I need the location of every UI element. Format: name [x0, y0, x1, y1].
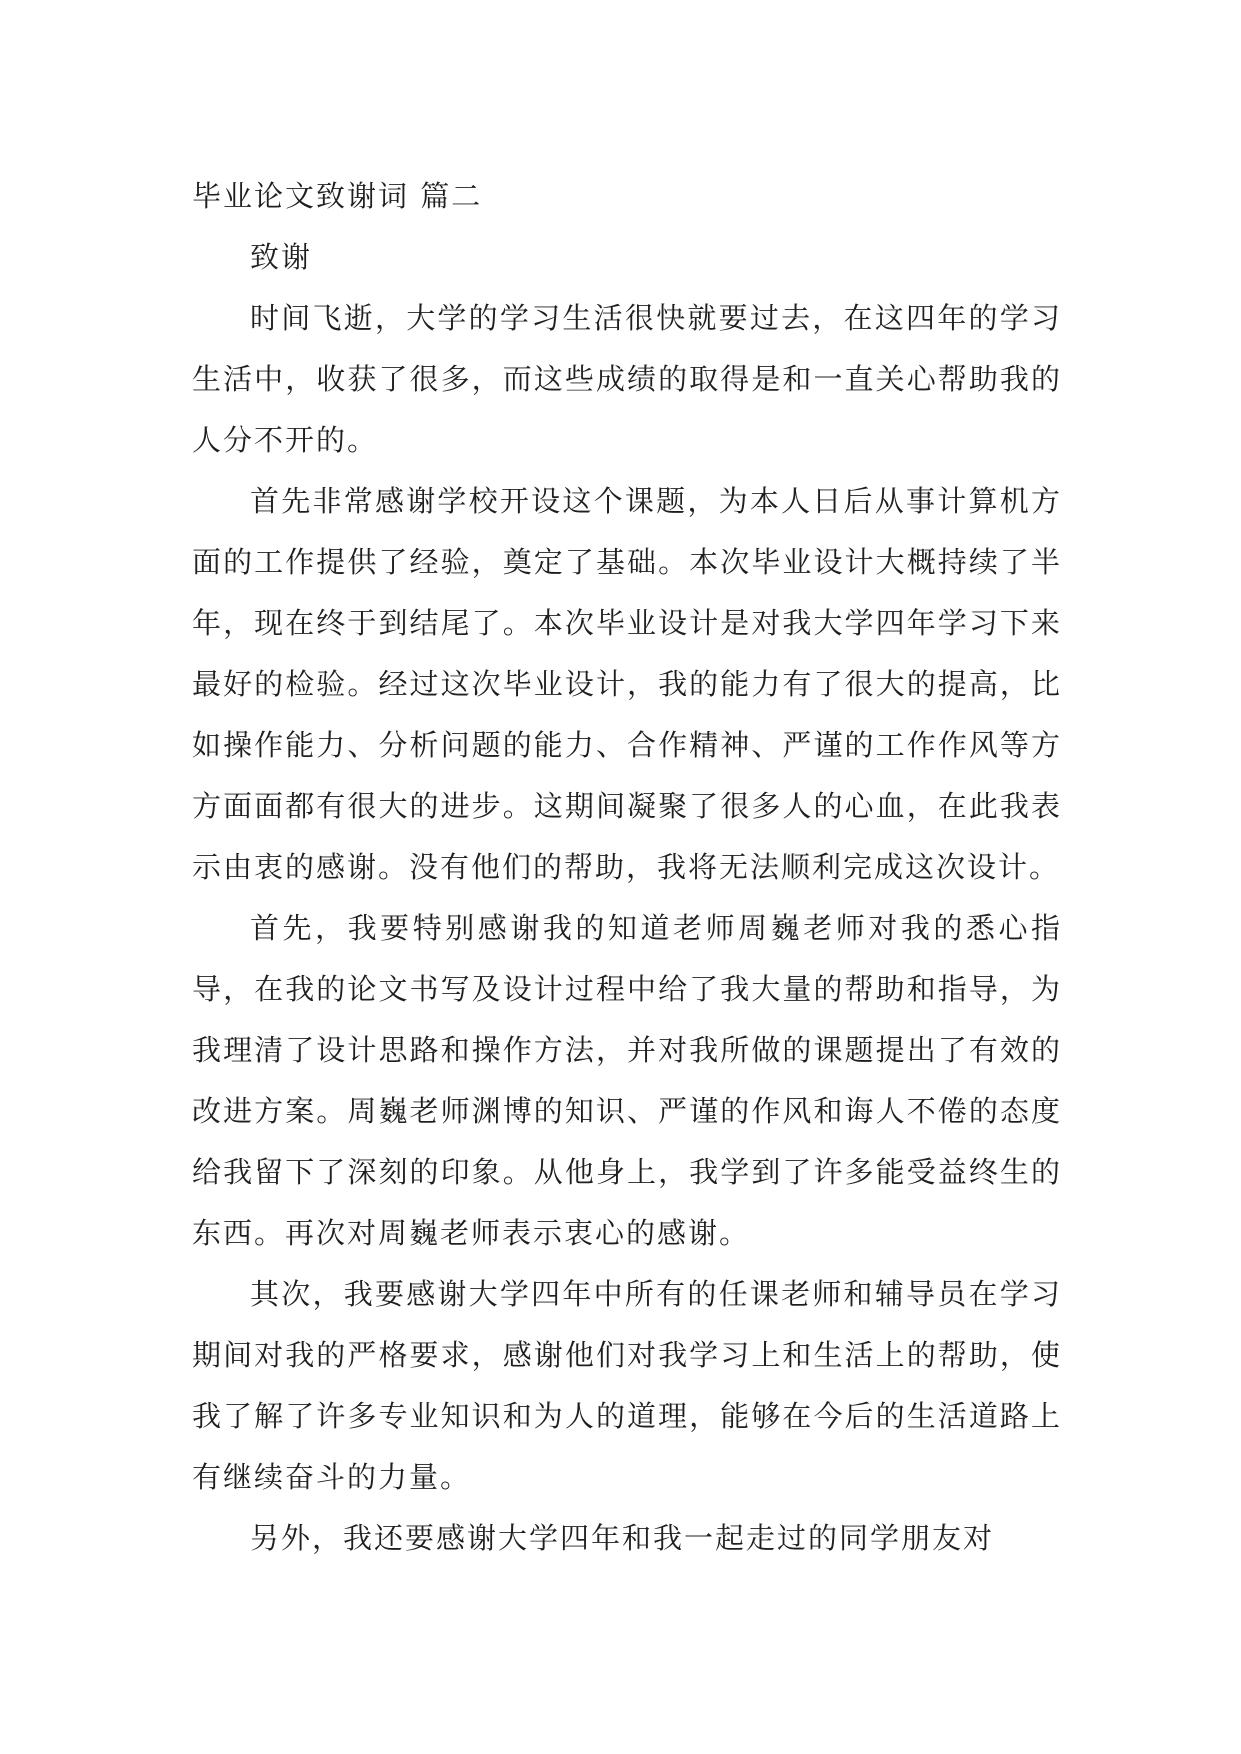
paragraph: 首先非常感谢学校开设这个课题，为本人日后从事计算机方面的工作提供了经验，奠定了基础。本次毕业设计大概持续了半年，现在终于到结尾了。本次毕业设计是对我大学四年学习下来最好的检验。经过这次毕业设计，我的能力有了很大的提高，比如操作能力、分析问题的能力、合作精神、严谨的工作作风等方方面面都有很大的进步。这期间凝聚了很多人的心血，在此我表示由衷的感谢。没有他们的帮助，我将无法顺利完成这次设计。: [192, 484, 1062, 884]
paragraph: 时间飞逝，大学的学习生活很快就要过去，在这四年的学习生活中，收获了很多，而这些成绩的取得是和一直关心帮助我的人分不开的。: [192, 301, 1062, 457]
paragraph-heading-thanks: 致谢: [250, 240, 313, 274]
document-body: [192, 166, 1062, 1569]
paragraph: 其次，我要感谢大学四年中所有的任课老师和辅导员在学习期间对我的严格要求，感谢他们对我学习上和生活上的帮助，使我了解了许多专业知识和为人的道理，能够在今后的生活道路上有继续奋斗的力量。: [192, 1277, 1062, 1494]
paragraph: 另外，我还要感谢大学四年和我一起走过的同学朋友对: [250, 1521, 995, 1555]
document-title: 毕业论文致谢词 篇二: [192, 179, 483, 213]
paragraph: 首先，我要特别感谢我的知道老师周巍老师对我的悉心指导，在我的论文书写及设计过程中给了我大量的帮助和指导，为我理清了设计思路和操作方法，并对我所做的课题提出了有效的改进方案。周巍老师渊博的知识、严谨的作风和诲人不倦的态度给我留下了深刻的印象。从他身上，我学到了许多能受益终生的东西。再次对周巍老师表示衷心的感谢。: [192, 911, 1062, 1250]
